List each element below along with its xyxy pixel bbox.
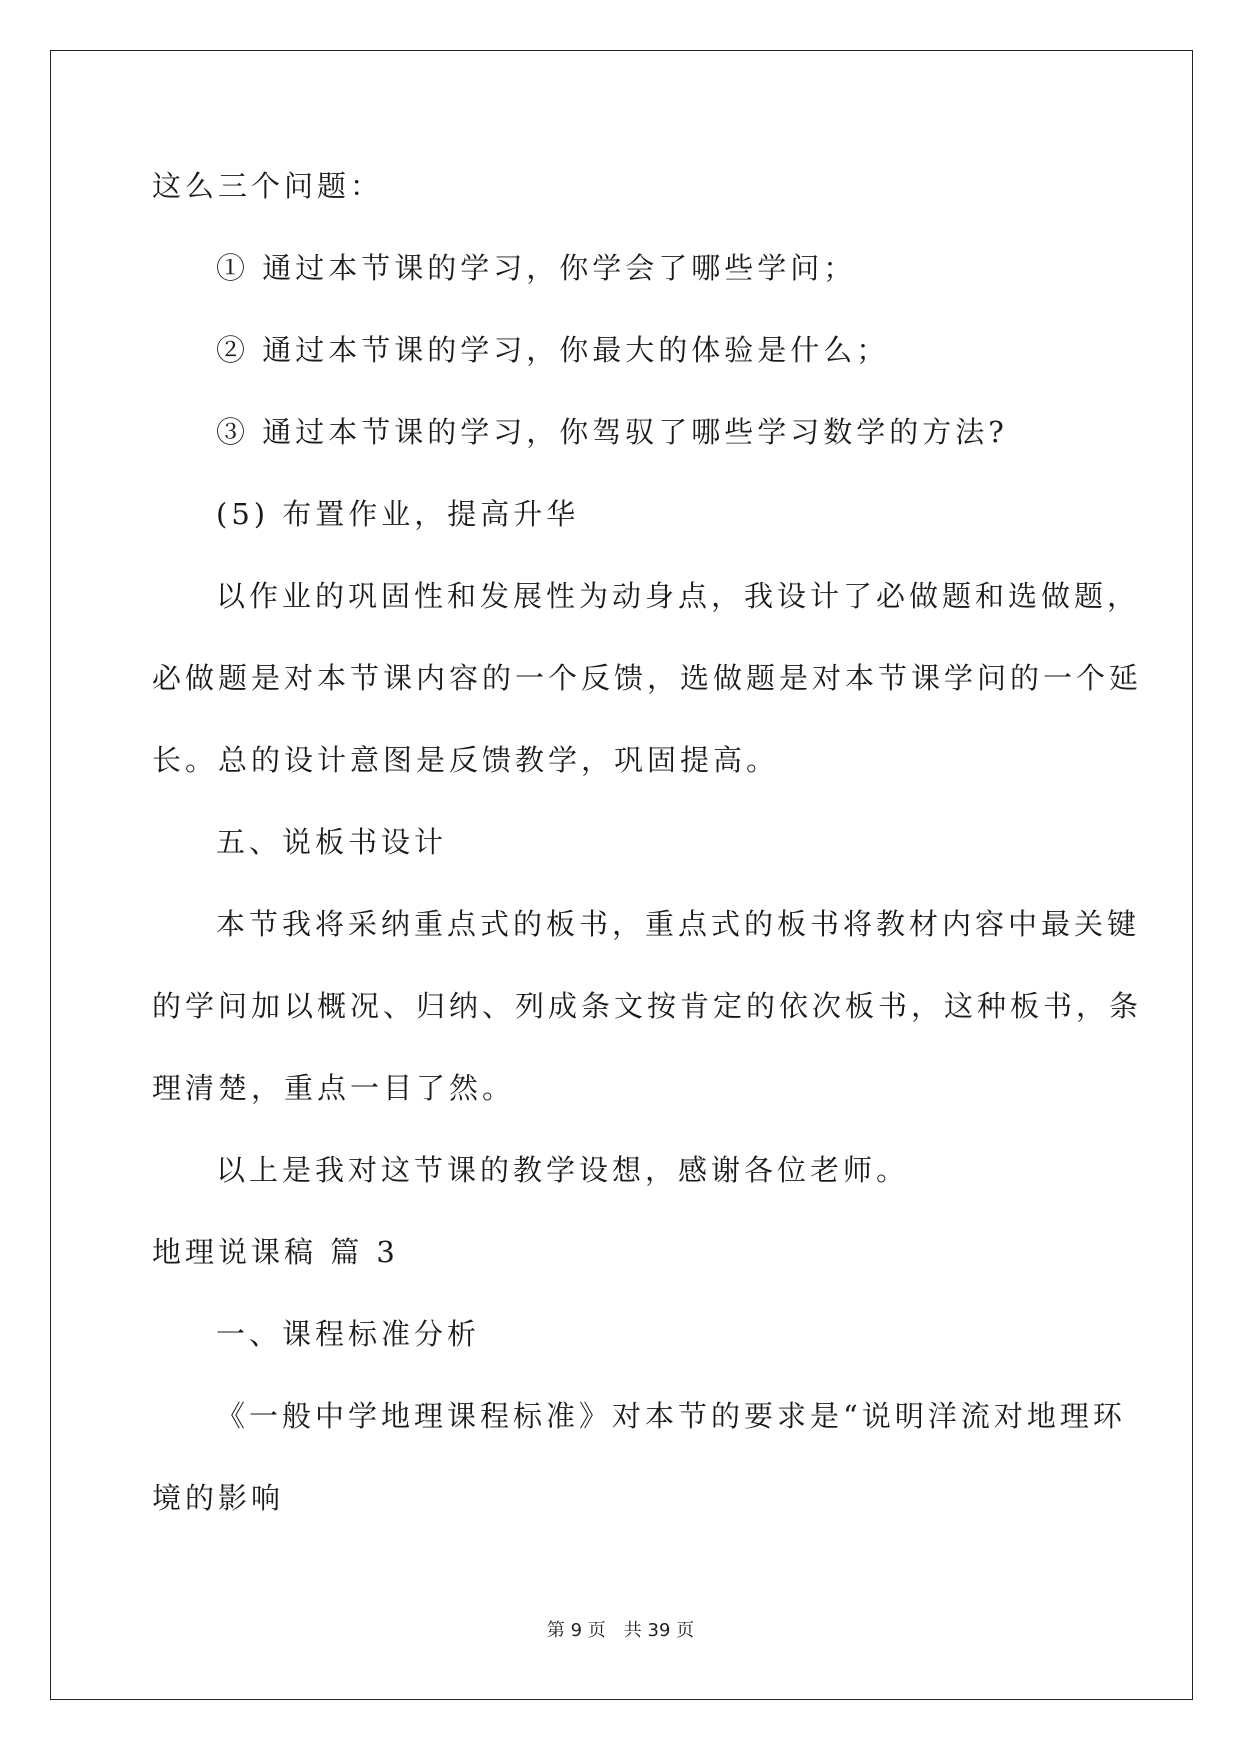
text-line-6: 以作业的巩固性和发展性为动身点，我设计了必做题和选做题， [216,579,1141,613]
section-heading-curriculum: 一、课程标准分析 [216,1317,481,1351]
text-line-13: 以上是我对这节课的教学设想，感谢各位老师。 [216,1153,910,1187]
text-line-5: (5) 布置作业，提高升华 [216,497,580,531]
text-line-2: ① 通过本节课的学习，你学会了哪些学问； [216,251,857,285]
text-line-8: 长。总的设计意图是反馈教学，巩固提高。 [152,743,780,777]
text-line-7: 必做题是对本节课内容的一个反馈，选做题是对本节课学问的一个延 [152,661,1143,695]
text-line-4: ③ 通过本节课的学习，你驾驭了哪些学习数学的方法? [216,415,1008,449]
article-title: 地理说课稿 篇 3 [152,1235,399,1269]
text-line-11: 的学问加以概况、归纳、列成条文按肯定的依次板书，这种板书，条 [152,989,1143,1023]
page-number: 第 9 页 共 39 页 [546,1620,695,1641]
text-line-3: ② 通过本节课的学习，你最大的体验是什么； [216,333,890,367]
text-line-12: 理清楚，重点一目了然。 [152,1071,516,1105]
section-heading-board-design: 五、说板书设计 [216,825,448,859]
text-line-1: 这么三个问题： [152,169,384,203]
text-line-17: 境的影响 [152,1481,285,1515]
text-line-10: 本节我将采纳重点式的板书，重点式的板书将教材内容中最关键 [216,907,1141,941]
document-body [152,160,1143,1554]
text-line-16: 《一般中学地理课程标准》对本节的要求是“说明洋流对地理环 [216,1399,1126,1433]
